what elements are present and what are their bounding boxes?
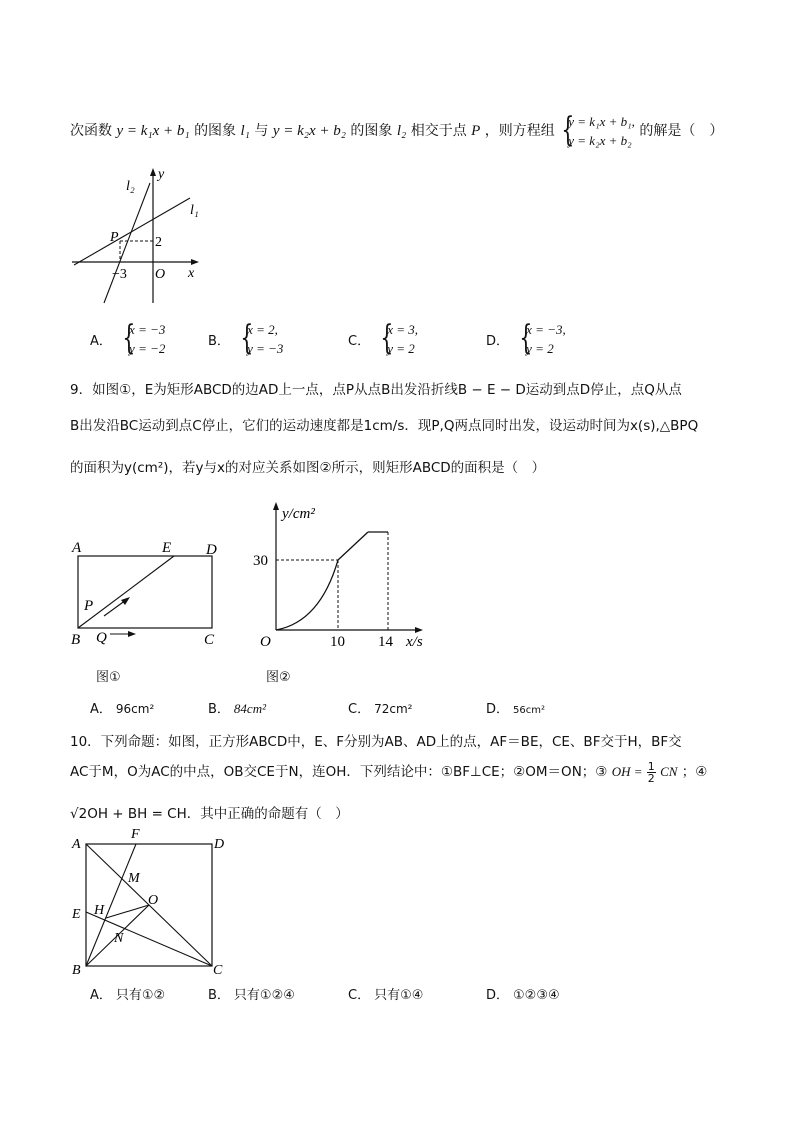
q10-option-b-text: 只有①②④ <box>233 988 295 1003</box>
q8-graph <box>66 160 216 310</box>
q8-stem-text-b: 的图象 <box>194 123 237 139</box>
q8-option-d-label: D． <box>486 333 510 349</box>
q8-option-a-top: { x = −3 <box>129 322 166 337</box>
q10-label-h: H <box>94 903 105 918</box>
q9-option-a-text: 96cm² <box>115 702 155 716</box>
q10-option-c-text: 只有①④ <box>374 988 424 1003</box>
q8-stem-text-e: 相交于点 <box>410 123 467 139</box>
q10-option-d-text: ①②③④ <box>513 988 560 1003</box>
q10-fraction-numerator: 1 <box>647 759 655 773</box>
q9-line-3: 的面积为y(cm²)，若y与x的对应关系如图②所示，则矩形ABCD的面积是（ ） <box>70 460 546 476</box>
q8-label-x: x <box>188 266 195 281</box>
q10-option-b[interactable] <box>208 984 295 1003</box>
q8-option-c[interactable] <box>348 320 418 358</box>
q10-fraction-denominator: 2 <box>647 771 655 785</box>
q10-option-a-label: A． <box>90 988 112 1003</box>
q8-option-d-system <box>517 320 566 358</box>
q9-option-d[interactable] <box>486 698 545 717</box>
q9-line-2: B出发沿BC运动到点C停止，它们的运动速度都是1cm/s．现P,Q两点同时出发，设运动时间为x(s),△BPQ <box>70 418 699 434</box>
q9-q-arrowhead <box>128 631 136 637</box>
q8-option-a-label: A． <box>90 333 112 349</box>
q9-option-b-label: B． <box>208 702 230 717</box>
q10-line-2 <box>70 760 707 784</box>
q9-fig1-label-c: C <box>204 632 215 648</box>
q9-figure-1 <box>66 534 236 654</box>
q9-option-d-label: D． <box>486 702 510 717</box>
q9-graph-label-origin: O <box>260 634 271 650</box>
q8-stem-text-c: 与 <box>254 123 269 139</box>
q9-line-1: 9．如图①，E为矩形ABCD的边AD上一点，点P从点B出发沿折线B − E − D运动到点D停止，点Q从点 <box>70 382 682 398</box>
q9-fig1-label-e: E <box>162 540 172 556</box>
q9-graph-label-14: 14 <box>378 634 393 650</box>
q9-graph-label-x: x/s <box>406 634 423 650</box>
q8-equation-system <box>559 112 635 150</box>
q8-option-d-top: { x = −3, <box>526 322 566 337</box>
q9-p-direction-arrow <box>104 600 126 616</box>
q10-line-1: 10．下列命题：如图，正方形ABCD中，E、F分别为AB、AD上的点，AF＝BE，CE、BF交于H，BF交 <box>70 734 682 750</box>
q10-option-a[interactable] <box>90 984 165 1003</box>
q9-option-c[interactable] <box>348 698 412 717</box>
q8-option-b[interactable] <box>208 320 283 358</box>
q10-line-2-text: AC于M，O为AC的中点，OB交CE于N，连OH．下列结论中：①BF⊥CE；②OM＝ON；③ <box>70 764 608 780</box>
q8-option-c-bottom: y = 2 <box>387 341 415 356</box>
q8-option-d-bottom: y = 2 <box>526 341 554 356</box>
q9-fig1-caption: 图① <box>96 670 121 685</box>
q10-fraction-rhs: CN <box>660 764 678 779</box>
q9-graph-label-10: 10 <box>330 634 345 650</box>
q10-line-2-tail: ；④ <box>681 764 708 780</box>
q8-stem-text-a: 次函数 <box>70 123 112 139</box>
q9-figure-2 <box>250 494 450 656</box>
q10-option-a-text: 只有①② <box>115 988 166 1003</box>
q8-stem <box>70 112 723 150</box>
q9-graph-x-arrow <box>415 627 423 633</box>
q9-rectangle-abcd <box>78 556 212 628</box>
q8-label-2: 2 <box>155 235 162 250</box>
q8-stem-text-f: ，则方程组 <box>484 123 555 139</box>
q8-system-bottom: y = k₂x + b₂ <box>568 133 632 148</box>
q9-option-c-text: 72cm² <box>374 702 413 716</box>
q10-option-d-label: D． <box>486 988 510 1003</box>
q10-option-c[interactable] <box>348 984 423 1003</box>
q9-graph-y-arrow <box>273 502 279 510</box>
q8-option-a-system <box>120 320 165 358</box>
q9-option-a[interactable] <box>90 698 154 717</box>
q8-line-l2: l₂ <box>396 123 407 139</box>
q8-label-l1: l₁ <box>190 203 199 218</box>
q8-line-l1-graph <box>74 198 190 265</box>
q10-option-b-label: B． <box>208 988 230 1003</box>
q8-option-b-top: { x = 2, <box>247 322 278 337</box>
q9-fig1-label-q: Q <box>96 630 107 646</box>
q10-line-3: √2OH + BH = CH．其中正确的命题有（ ） <box>70 806 349 822</box>
q9-graph-label-30: 30 <box>253 553 268 569</box>
q10-label-o: O <box>148 893 159 908</box>
q10-label-d: D <box>214 837 225 852</box>
q8-label-origin: O <box>155 267 166 282</box>
q9-graph-rising-segment <box>338 532 368 560</box>
q9-fig1-label-d: D <box>206 542 217 558</box>
q8-function-1: y = k₁x + b₁ <box>116 123 190 139</box>
q8-function-2: y = k₂x + b₂ <box>272 123 346 139</box>
q9-fig1-label-a: A <box>72 540 82 556</box>
q9-option-b[interactable] <box>208 698 266 717</box>
q10-option-c-label: C． <box>348 988 371 1003</box>
q10-label-e: E <box>72 907 81 922</box>
q8-option-b-system <box>238 320 283 358</box>
q8-option-b-label: B． <box>208 333 230 349</box>
q9-graph-curve <box>276 560 338 630</box>
q9-option-b-text: 84cm² <box>233 701 266 716</box>
q9-option-c-label: C． <box>348 702 371 717</box>
q8-label-y: y <box>158 167 165 182</box>
q10-option-d[interactable] <box>486 984 560 1003</box>
q8-option-d[interactable] <box>486 320 566 358</box>
q9-graph-label-y: y/cm² <box>282 506 315 522</box>
q8-option-a-bottom: y = −2 <box>129 341 166 356</box>
q8-y-arrow <box>150 168 156 176</box>
q8-point-p: P <box>471 123 481 139</box>
q8-option-b-bottom: y = −3 <box>247 341 284 356</box>
q10-label-c: C <box>213 963 223 978</box>
q10-label-f: F <box>131 827 140 842</box>
q9-segment-be <box>78 556 174 628</box>
q10-fraction <box>647 761 656 784</box>
q10-figure <box>66 826 236 978</box>
q9-fig2-caption: 图② <box>266 670 291 685</box>
q8-line-l1: l₁ <box>240 123 250 139</box>
q10-label-n: N <box>114 931 124 946</box>
q8-stem-text-g: 的解是（ ） <box>639 123 724 139</box>
q10-label-a: A <box>72 837 81 852</box>
q9-p-arrowhead <box>121 597 130 605</box>
q9-fig1-label-b: B <box>71 632 81 648</box>
q8-option-c-system <box>378 320 418 358</box>
q8-label-minus3: −3 <box>112 267 127 282</box>
q8-option-c-top: { x = 3, <box>387 322 419 337</box>
q10-label-b: B <box>72 963 81 978</box>
q9-option-d-text: 56cm² <box>513 705 545 716</box>
q10-fraction-lhs: OH = <box>611 764 643 779</box>
q9-option-a-label: A． <box>90 702 112 717</box>
q8-system-top: { y = k₁x + b₁, <box>568 114 635 129</box>
q9-fig1-label-p: P <box>84 598 94 614</box>
q10-label-m: M <box>128 871 140 886</box>
q8-label-l2: l₂ <box>126 179 135 194</box>
q8-stem-text-d: 的图象 <box>350 123 393 139</box>
q8-option-c-label: C． <box>348 333 371 349</box>
q8-x-arrow <box>191 259 199 265</box>
q8-option-a[interactable] <box>90 320 165 358</box>
q8-label-p: P <box>110 230 119 245</box>
